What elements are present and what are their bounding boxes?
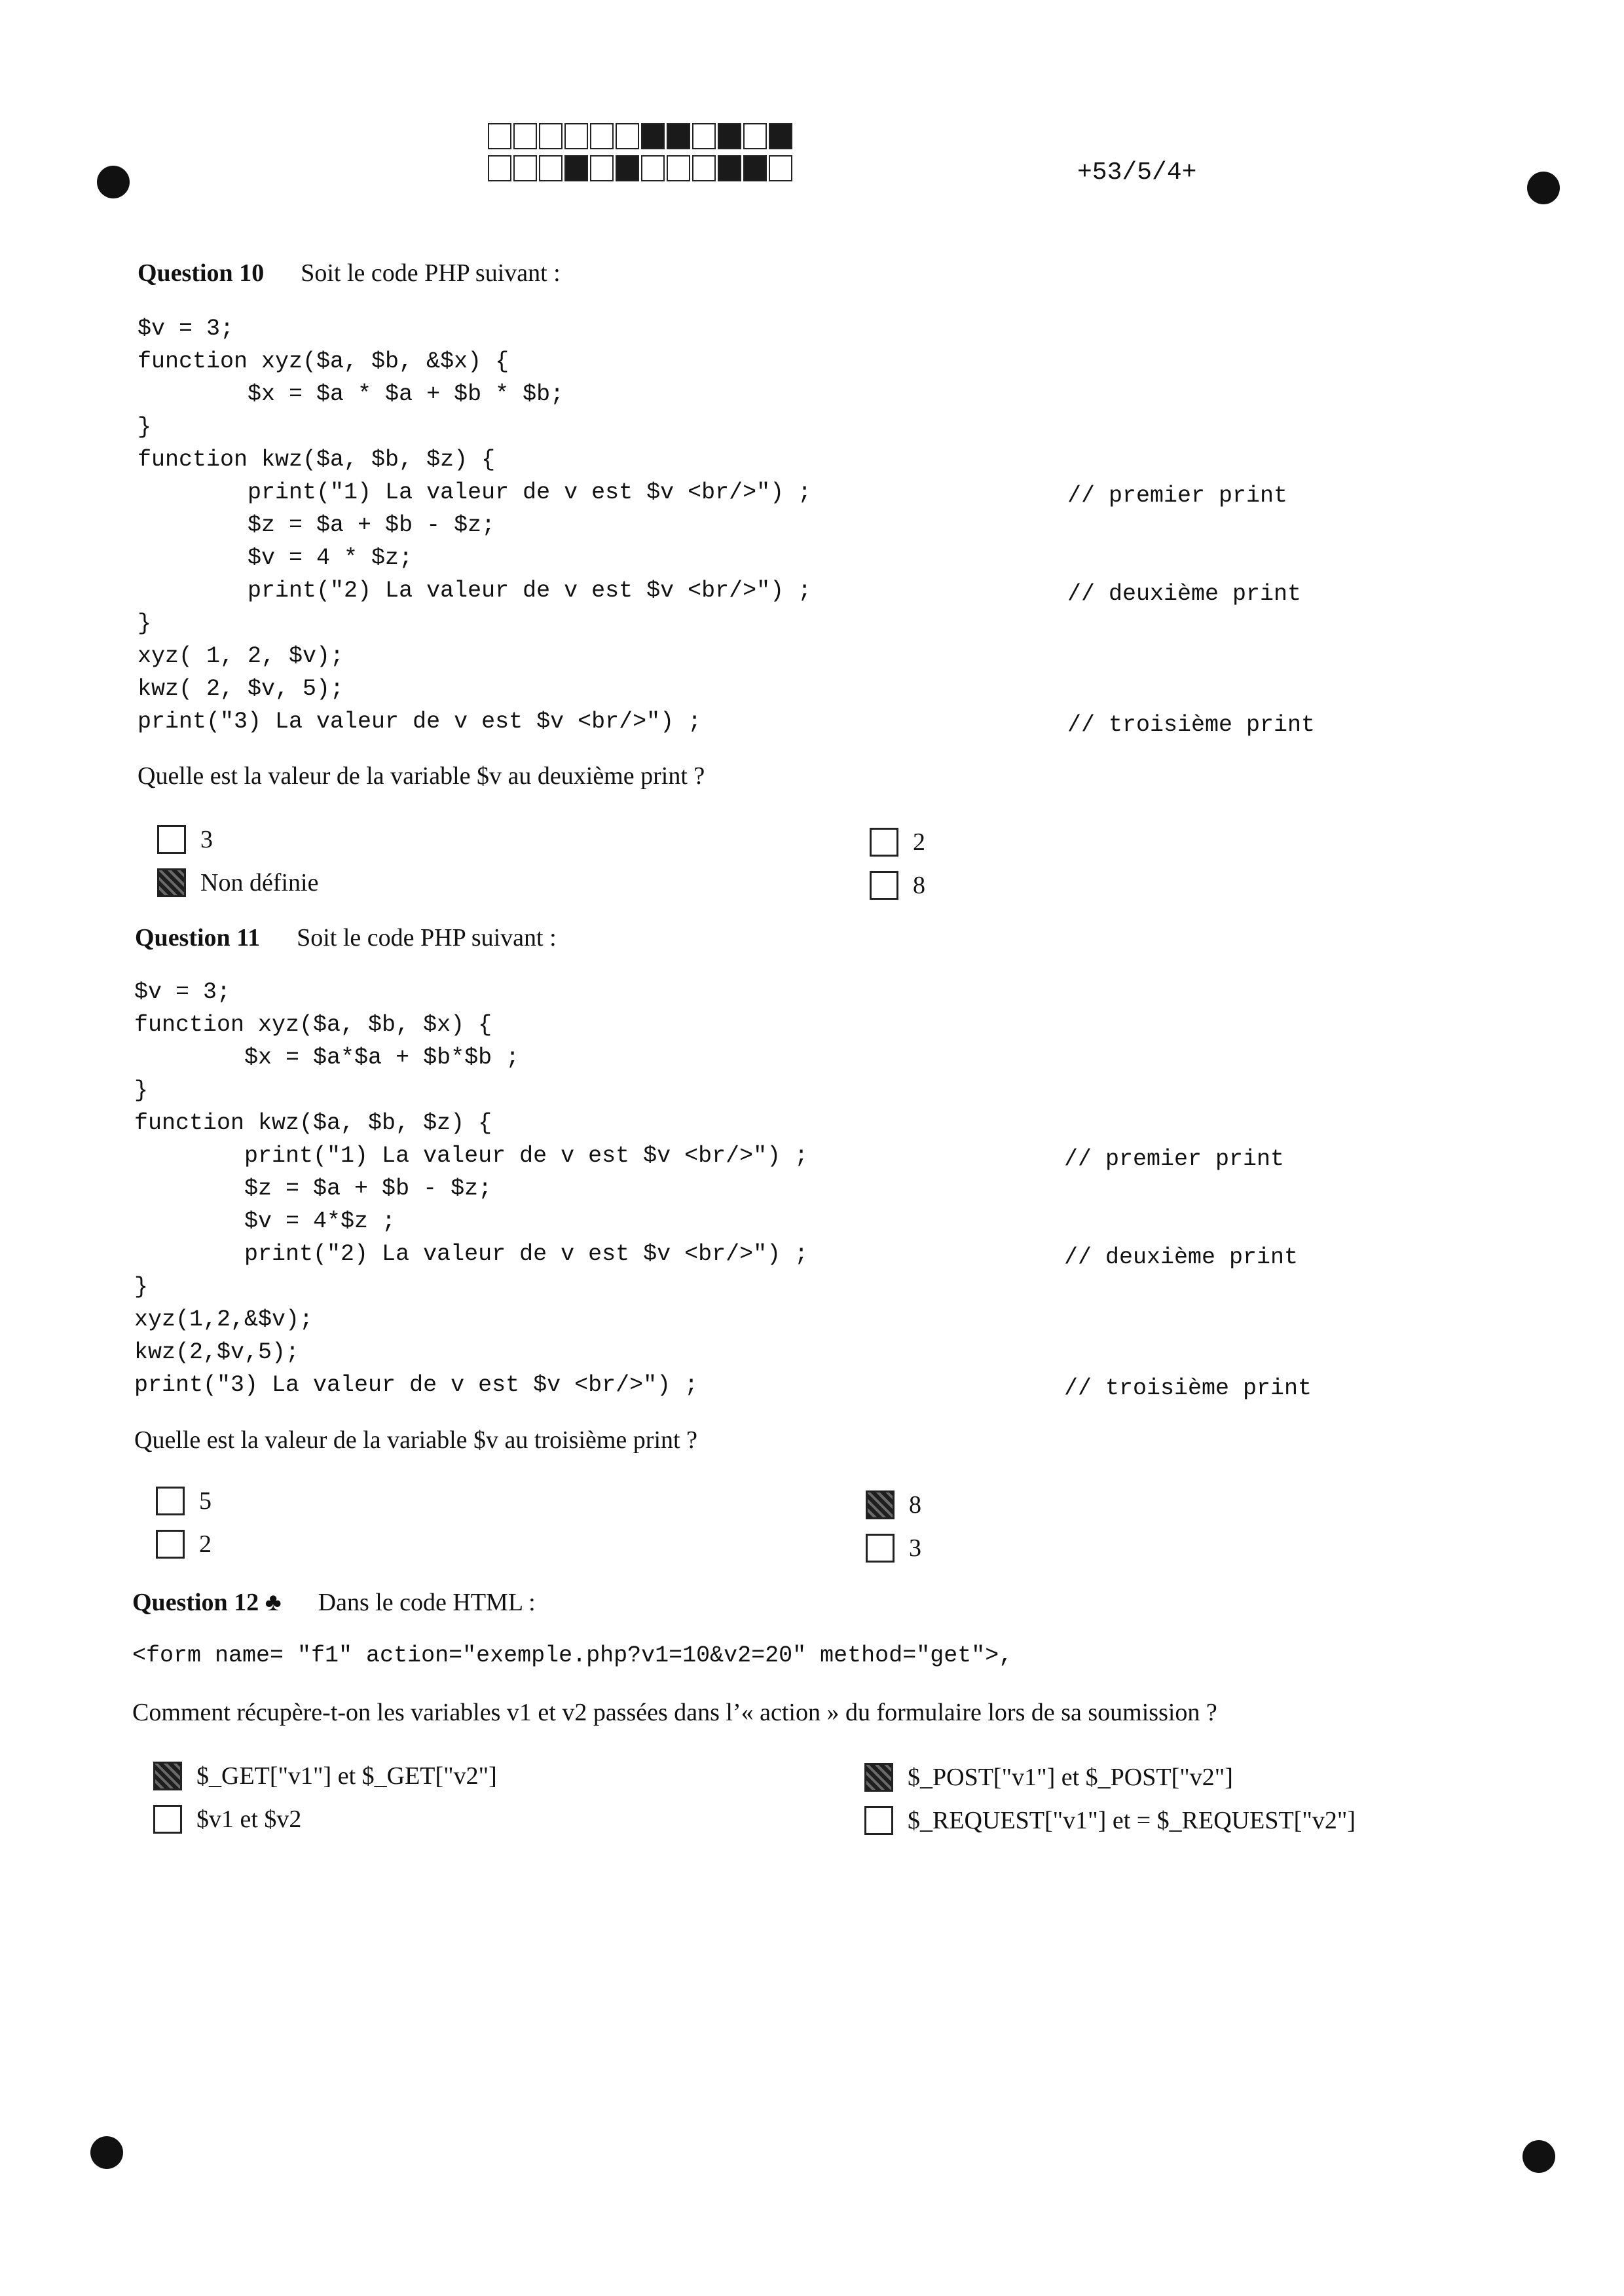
question-11-comment-deuxieme: // deuxième print (1064, 1244, 1299, 1270)
answer-checkbox[interactable] (870, 871, 898, 900)
mark-cell-empty (743, 123, 767, 149)
answer-checkbox[interactable] (864, 1763, 893, 1792)
option-label: 2 (913, 828, 925, 856)
question-11-label: Question 11 (135, 924, 261, 952)
question-11-comment-premier: // premier print (1064, 1146, 1285, 1172)
page-id: +53/5/4+ (1077, 158, 1197, 187)
mark-cell-empty (590, 155, 614, 181)
option-label: $v1 et $v2 (196, 1805, 302, 1833)
mark-cell-filled (743, 155, 767, 181)
question-10-code: $v = 3; function xyz($a, $b, &$x) { $x = $a * $a + $b * $b; } function kwz($a, $b, $z) { print("1) La valeur de v est $v <br/>") ; $z = $a + $b - $z; $v = 4 * $z; print("2) La valeur de v est $v <br/>") ; } xyz( 1, 2, $v); kwz( 2, $v, 5); print("3) La valeur de v est $v <br/>") ; (138, 316, 812, 735)
option-label: 3 (909, 1534, 921, 1562)
question-11-option[interactable] (866, 1534, 921, 1563)
mark-cell-empty (641, 155, 665, 181)
mark-cell-empty (564, 123, 588, 149)
question-11-code: $v = 3; function xyz($a, $b, $x) { $x = $a*$a + $b*$b ; } function kwz($a, $b, $z) { print("1) La valeur de v est $v <br/>") ; $z = $a + $b - $z; $v = 4*$z ; print("2) La valeur de v est $v <br/>") ; } xyz(1,2,&$v); kwz(2,$v,5); print("3) La valeur de v est $v <br/>") ; (134, 979, 809, 1398)
question-11-option[interactable] (156, 1530, 212, 1559)
mark-cell-empty (539, 123, 563, 149)
answer-checkbox[interactable] (156, 1487, 185, 1515)
question-10-comment-troisieme: // troisième print (1067, 712, 1316, 738)
question-12-option[interactable] (153, 1805, 301, 1834)
mark-cell-filled (769, 123, 792, 149)
mark-cell-empty (590, 123, 614, 149)
mark-cell-empty (513, 123, 537, 149)
question-12-text: Dans le code HTML : (318, 1589, 536, 1616)
answer-checkbox[interactable] (153, 1805, 182, 1834)
question-10-option[interactable] (157, 868, 318, 897)
mark-cell-empty (769, 155, 792, 181)
option-label: 5 (199, 1487, 212, 1515)
question-11-heading (135, 923, 557, 952)
mark-cell-filled (718, 123, 741, 149)
answer-checkbox[interactable] (864, 1806, 893, 1835)
mark-cell-filled (641, 123, 665, 149)
question-11-comment-troisieme: // troisième print (1064, 1375, 1312, 1401)
question-12-option[interactable] (153, 1762, 497, 1790)
question-12-label: Question 12 ♣ (132, 1589, 282, 1616)
question-11-option[interactable] (156, 1487, 212, 1515)
mark-cell-empty (513, 155, 537, 181)
question-10-comment-premier: // premier print (1067, 483, 1288, 509)
answer-checkbox[interactable] (870, 828, 898, 857)
mark-cell-empty (692, 155, 716, 181)
option-label: $_REQUEST["v1"] et = $_REQUEST["v2"] (908, 1807, 1356, 1834)
option-label: 2 (199, 1530, 212, 1558)
question-10-label: Question 10 (138, 259, 265, 287)
option-label: $_POST["v1"] et $_POST["v2"] (908, 1764, 1233, 1791)
question-12-option[interactable] (864, 1806, 1356, 1835)
registration-mark-bottom-left (90, 2136, 123, 2169)
registration-mark-top-left (97, 166, 130, 198)
answer-checkbox[interactable] (157, 825, 186, 854)
question-12-code: <form name= "f1" action="exemple.php?v1=10&v2=20" method="get">, (132, 1642, 1013, 1669)
answer-checkbox[interactable] (153, 1762, 182, 1790)
answer-checkbox[interactable] (157, 868, 186, 897)
question-10-prompt: Quelle est la valeur de la variable $v au deuxième print ? (138, 762, 705, 790)
mark-cell-empty (488, 123, 511, 149)
mark-cell-empty (692, 123, 716, 149)
question-11-option[interactable] (866, 1491, 921, 1519)
mark-cell-empty (667, 155, 690, 181)
mark-cell-filled (718, 155, 741, 181)
registration-mark-top-right (1527, 172, 1560, 204)
question-12-prompt: Comment récupère-t-on les variables v1 et v2 passées dans l’« action » du formulaire lors de sa soumission ? (132, 1699, 1217, 1726)
question-10-heading (138, 259, 561, 287)
question-10-option[interactable] (157, 825, 213, 854)
question-12-option[interactable] (864, 1763, 1233, 1792)
option-label: 3 (200, 826, 213, 853)
mark-cell-filled (667, 123, 690, 149)
question-10-option[interactable] (870, 871, 925, 900)
mark-cell-empty (488, 155, 511, 181)
question-11-prompt: Quelle est la valeur de la variable $v au troisième print ? (134, 1426, 697, 1454)
mark-cell-empty (616, 123, 639, 149)
option-label: 8 (913, 872, 925, 899)
id-marks-row-1 (488, 123, 794, 149)
option-label: $_GET["v1"] et $_GET["v2"] (196, 1762, 497, 1790)
registration-mark-bottom-right (1522, 2140, 1555, 2173)
answer-checkbox[interactable] (866, 1491, 895, 1519)
answer-checkbox[interactable] (866, 1534, 895, 1563)
question-10-text: Soit le code PHP suivant : (301, 259, 561, 287)
question-10-comment-deuxieme: // deuxième print (1067, 581, 1302, 607)
mark-cell-filled (616, 155, 639, 181)
mark-cell-filled (564, 155, 588, 181)
question-11-text: Soit le code PHP suivant : (297, 924, 557, 952)
option-label: Non définie (200, 869, 319, 897)
mark-cell-empty (539, 155, 563, 181)
question-10-option[interactable] (870, 828, 925, 857)
question-12-heading (132, 1588, 536, 1617)
answer-checkbox[interactable] (156, 1530, 185, 1559)
option-label: 8 (909, 1491, 921, 1519)
id-marks-row-2 (488, 155, 794, 181)
